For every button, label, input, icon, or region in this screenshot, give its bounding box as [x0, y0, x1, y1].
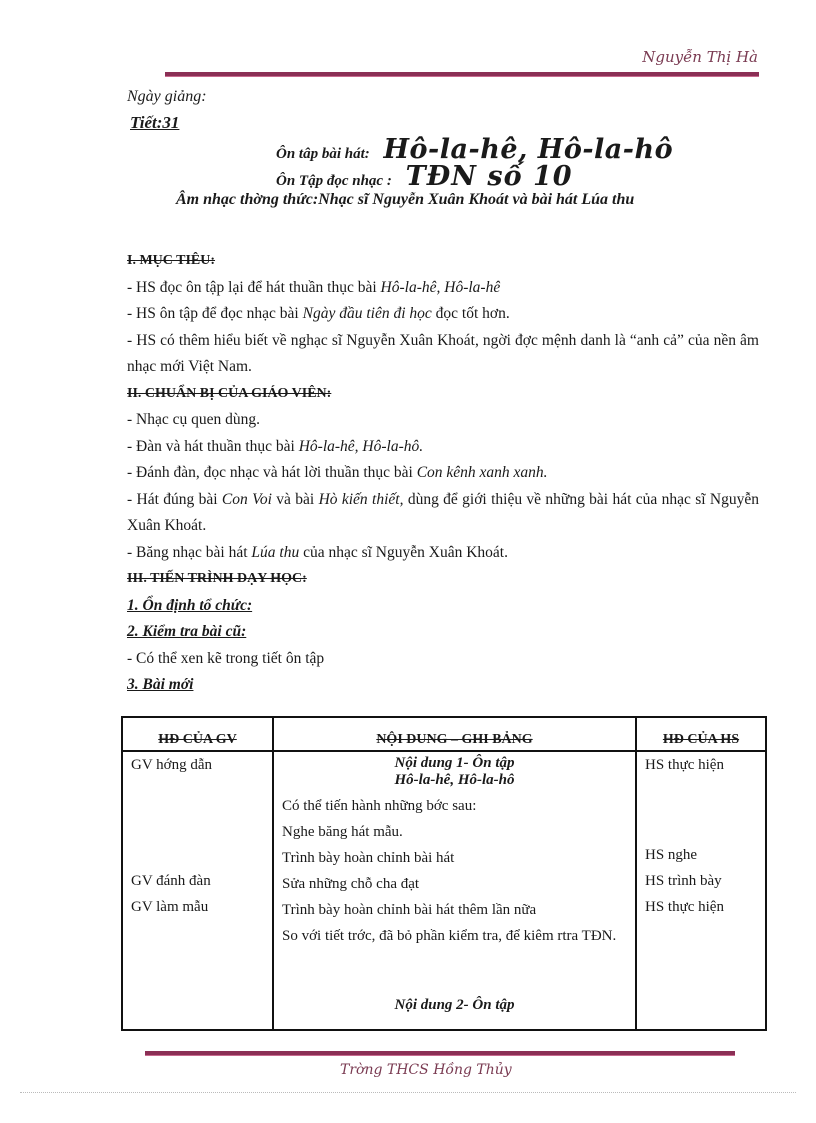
page-bottom-divider: [20, 1092, 796, 1093]
section-preparation-heading: II. CHUẨN BỊ CỦA GIÁO VIÊN:: [127, 385, 332, 401]
table-row: [122, 751, 766, 1030]
title-tdn-label: Ôn Tập đọc nhạc :: [276, 173, 392, 189]
header-student: HĐ CỦA HS: [636, 717, 766, 751]
table-header-row: [122, 717, 766, 751]
ngay-giang-label: Ngày giảng:: [127, 88, 207, 105]
title-tdn-line: [276, 161, 573, 192]
title-song-name: Hô-la-hê, Hô-la-hô: [383, 134, 674, 165]
prep-5: - Băng nhạc bài hát Lúa thu của nhạc sĩ Nguyễn Xuân Khoát.: [127, 543, 508, 561]
prep-3: - Đánh đàn, đọc nhạc và hát lời thuần thục bài Con kênh xanh xanh.: [127, 464, 548, 481]
header-author: Nguyễn Thị Hà: [642, 48, 758, 66]
step-3-heading: 3. Bài mới: [127, 676, 194, 693]
content-2-title: Nội dung 2- Ôn tập: [394, 997, 515, 1013]
teacher-activity-cell: GV hớng dẫn GV đánh đàn GV làm mẫu: [122, 751, 273, 1030]
title-song-label: Ôn tâp bài hát:: [276, 146, 370, 162]
student-activity-cell: HS thực hiện HS nghe HS trình bày HS thực hiện: [636, 751, 766, 1030]
title-music-knowledge: Âm nhạc thờng thức:Nhạc sĩ Nguyễn Xuân Khoát và bài hát Lúa thu: [176, 191, 635, 208]
step-2-text: - Có thể xen kẽ trong tiết ôn tập: [127, 649, 325, 667]
title-tdn-name: TĐN số 10: [405, 161, 573, 192]
prep-1: - Nhạc cụ quen dùng.: [127, 411, 260, 428]
header-teacher: HĐ CỦA GV: [122, 717, 273, 751]
objective-3: - HS có thêm hiểu biết về nghạc sĩ Nguyễn Xuân Khoát, ngời đợc mệnh danh là “anh cả” của nền âm nhạc mới Việt Nam.: [127, 331, 759, 375]
footer-rule: [145, 1051, 735, 1056]
section-objectives-heading: I. MỤC TIÊU:: [127, 253, 216, 268]
lesson-body: [127, 248, 759, 699]
prep-2: - Đàn và hát thuần thục bài Hô-la-hê, Hô-la-hô.: [127, 437, 424, 455]
section-process-heading: III. TIẾN TRÌNH DẠY HỌC:: [127, 571, 307, 586]
objective-2: - HS ôn tập để đọc nhạc bài Ngày đầu tiên đi học đọc tốt hơn.: [127, 305, 510, 322]
content-cell: Nội dung 1- Ôn tập Hô-la-hê, Hô-la-hô Có thể tiến hành những bớc sau: Nghe băng hát mẫu. Trình bày hoàn chỉnh bài hát Sửa những chỗ cha đạt Trình bày hoàn chỉnh bài hát thêm lần nữa So với tiết trớc, đã bỏ phần kiểm tra, để kiêm rtra TĐN. Nội dung 2- Ôn tập: [273, 751, 636, 1030]
header-content: NỘI DUNG – GHI BẢNG: [273, 717, 636, 751]
objective-1: - HS đọc ôn tập lại để hát thuần thục bài Hô-la-hê, Hô-la-hê: [127, 278, 501, 296]
content-1-title: Nội dung 1- Ôn tập Hô-la-hê, Hô-la-hô: [394, 755, 515, 788]
step-2-heading: 2. Kiểm tra bài cũ:: [127, 623, 247, 640]
tiet-label: Tiết:31: [130, 113, 180, 132]
step-1-heading: 1. Ổn định tổ chức:: [127, 596, 253, 614]
lesson-plan-table: [121, 716, 767, 1031]
prep-4: - Hát đúng bài Con Voi và bài Hò kiến thiết, dùng để giới thiệu về những bài hát của nhạc sĩ Nguyễn Xuân Khoát.: [127, 490, 760, 534]
footer-school: Trờng THCS Hồng Thủy: [340, 1062, 512, 1078]
header-rule: [165, 72, 759, 77]
